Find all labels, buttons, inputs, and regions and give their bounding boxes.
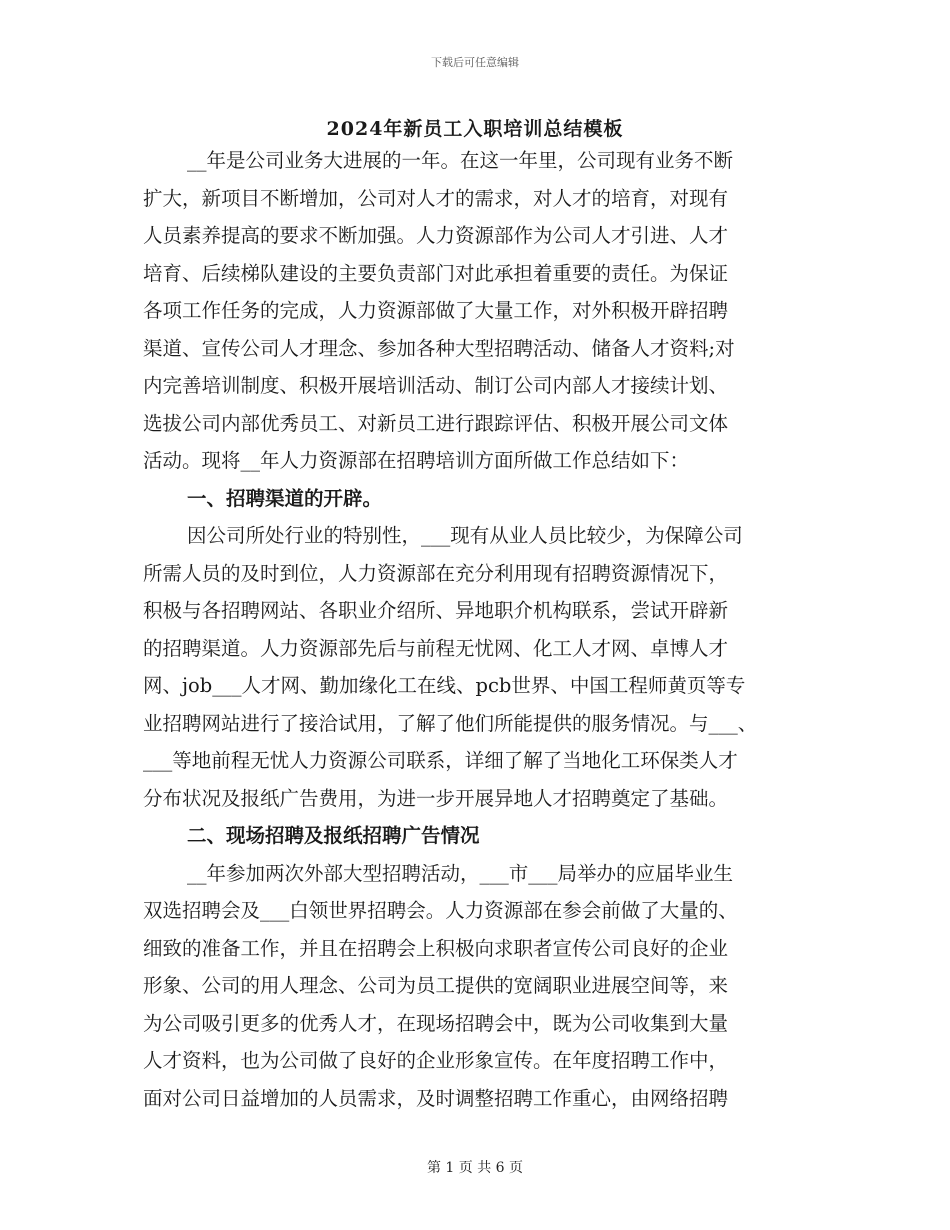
section-heading: 一、招聘渠道的开辟。 [187, 486, 383, 510]
paragraph-line: __年参加两次外部大型招聘活动，___市___局举办的应届毕业生 [187, 861, 734, 885]
page-header: 下载后可任意编辑 [431, 56, 519, 69]
paragraph-line: 因公司所处行业的特别性，___现有从业人员比较少，为保障公司 [187, 524, 743, 547]
document-title: 2024年新员工入职培训总结模板 [326, 118, 624, 140]
paragraph-line: 人员素养提高的要求不断加强。人力资源部作为公司人才引进、人才 [143, 224, 729, 247]
paragraph-line: 细致的准备工作，并且在招聘会上积极向求职者宣传公司良好的企业 [143, 936, 729, 960]
paragraph-line: ___等地前程无忧人力资源公司联系，详细了解了当地化工环保类人才 [143, 749, 738, 772]
paragraph-line: 选拔公司内部优秀员工、对新员工进行跟踪评估、积极开展公司文体 [143, 411, 729, 435]
paragraph-line: 形象、公司的用人理念、公司为员工提供的宽阔职业进展空间等，来 [143, 974, 729, 997]
paragraph-line: 的招聘渠道。人力资源部先后与前程无忧网、化工人才网、卓博人才 [143, 636, 729, 660]
paragraph-line: 网、job___人才网、勤加缘化工在线、pcb世界、中国工程师黄页等专 [143, 674, 746, 697]
section-heading: 二、现场招聘及报纸招聘广告情况 [187, 824, 480, 847]
paragraph-line: 扩大，新项目不断增加，公司对人才的需求，对人才的培育，对现有 [143, 186, 729, 210]
paragraph-line: 各项工作任务的完成，人力资源部做了大量工作，对外积极开辟招聘 [143, 299, 729, 322]
paragraph-line: 活动。现将__年人力资源部在招聘培训方面所做工作总结如下： [143, 449, 690, 472]
paragraph-line: 面对公司日益增加的人员需求，及时调整招聘工作重心，由网络招聘 [143, 1086, 729, 1110]
page-footer: 第 1 页 共 6 页 [426, 1160, 524, 1176]
paragraph-line: 人才资料，也为公司做了良好的企业形象宣传。在年度招聘工作中， [143, 1049, 729, 1072]
paragraph-line: 培育、后续梯队建设的主要负责部门对此承担着重要的责任。为保证 [143, 261, 729, 285]
paragraph-line: 内完善培训制度、积极开展培训活动、制订公司内部人才接续计划、 [143, 374, 729, 397]
paragraph-line: 业招聘网站进行了接洽试用，了解了他们所能提供的服务情况。与___、 [143, 711, 758, 735]
paragraph-line: 积极与各招聘网站、各职业介绍所、异地职介机构联系，尝试开辟新 [143, 599, 729, 622]
document-body [143, 142, 811, 1117]
paragraph-line: __年是公司业务大进展的一年。在这一年里，公司现有业务不断 [187, 149, 734, 172]
paragraph-line: 分布状况及报纸广告费用，为进一步开展异地人才招聘奠定了基础。 [143, 786, 729, 810]
paragraph-line: 为公司吸引更多的优秀人才，在现场招聘会中，既为公司收集到大量 [143, 1011, 729, 1035]
paragraph-line: 所需人员的及时到位，人力资源部在充分利用现有招聘资源情况下， [143, 561, 729, 585]
paragraph-line: 双选招聘会及___白领世界招聘会。人力资源部在参会前做了大量的、 [143, 899, 738, 922]
paragraph-line: 渠道、宣传公司人才理念、参加各种大型招聘活动、储备人才资料;对 [143, 336, 735, 360]
